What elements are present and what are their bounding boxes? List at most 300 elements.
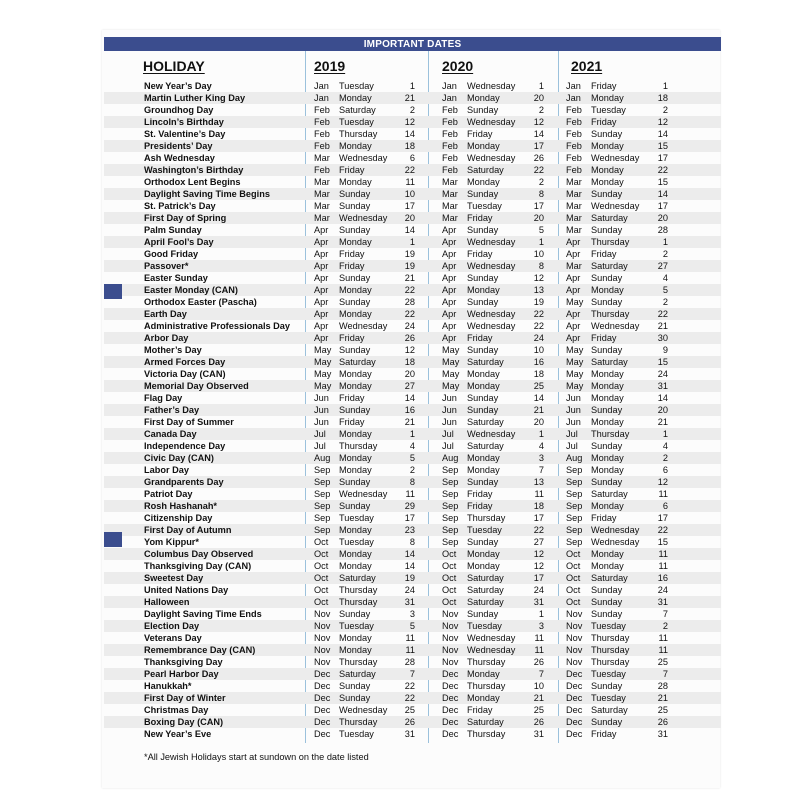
weekday-2020: Monday bbox=[467, 453, 500, 463]
weekday-2019: Saturday bbox=[339, 105, 376, 115]
day-number-2021: 11 bbox=[658, 633, 668, 643]
day-number-2019: 5 bbox=[409, 453, 415, 463]
holiday-name: Daylight Saving Time Begins bbox=[144, 189, 270, 199]
weekday-2020: Monday bbox=[467, 693, 500, 703]
weekday-2019: Sunday bbox=[339, 225, 371, 235]
month-2020: May bbox=[442, 345, 460, 355]
day-number-2020: 17 bbox=[533, 201, 544, 211]
weekday-2020: Tuesday bbox=[467, 201, 502, 211]
day-number-2021: 1 bbox=[662, 237, 668, 247]
holiday-name: Administrative Professionals Day bbox=[144, 321, 291, 331]
weekday-2019: Thursday bbox=[339, 657, 378, 667]
year-heading-2020: 2020 bbox=[442, 58, 474, 74]
weekday-2021: Monday bbox=[591, 93, 624, 103]
day-number-2021: 17 bbox=[657, 513, 668, 523]
weekday-2021: Thursday bbox=[591, 645, 630, 655]
table-row bbox=[104, 476, 721, 488]
day-number-2021: 15 bbox=[657, 537, 668, 547]
day-number-2019: 17 bbox=[404, 201, 415, 211]
weekday-2020: Thursday bbox=[467, 681, 506, 691]
day-number-2021: 15 bbox=[657, 141, 668, 151]
weekday-2021: Saturday bbox=[591, 705, 628, 715]
day-number-2021: 4 bbox=[662, 441, 668, 451]
month-2020: Feb bbox=[442, 105, 458, 115]
month-2021: May bbox=[566, 381, 584, 391]
month-2019: Dec bbox=[314, 729, 331, 739]
table-row bbox=[104, 248, 721, 260]
weekday-2021: Thursday bbox=[591, 237, 630, 247]
header-bar: IMPORTANT DATES bbox=[104, 37, 721, 51]
month-2019: Aug bbox=[314, 453, 331, 463]
month-2021: Dec bbox=[566, 693, 583, 703]
month-2020: Jul bbox=[442, 441, 454, 451]
month-2020: Feb bbox=[442, 153, 458, 163]
holiday-name: Orthodox Lent Begins bbox=[144, 177, 241, 187]
weekday-2021: Monday bbox=[591, 417, 624, 427]
weekday-2020: Wednesday bbox=[467, 117, 516, 127]
weekday-2019: Sunday bbox=[339, 201, 371, 211]
month-2020: Apr bbox=[442, 237, 457, 247]
weekday-2021: Sunday bbox=[591, 681, 623, 691]
month-2020: Oct bbox=[442, 573, 457, 583]
month-2021: Sep bbox=[566, 513, 583, 523]
weekday-2020: Sunday bbox=[467, 393, 499, 403]
table-row bbox=[104, 212, 721, 224]
holiday-name: Veterans Day bbox=[144, 633, 202, 643]
day-number-2021: 12 bbox=[657, 117, 668, 127]
month-2021: Mar bbox=[566, 201, 582, 211]
table-row bbox=[104, 536, 721, 548]
weekday-2019: Monday bbox=[339, 141, 372, 151]
month-2019: Mar bbox=[314, 213, 330, 223]
weekday-2020: Friday bbox=[467, 249, 493, 259]
month-2020: Nov bbox=[442, 621, 459, 631]
month-2019: Nov bbox=[314, 645, 331, 655]
month-2019: Sep bbox=[314, 477, 331, 487]
holiday-name: Christmas Day bbox=[144, 705, 209, 715]
day-number-2020: 1 bbox=[538, 609, 544, 619]
month-2019: Mar bbox=[314, 177, 330, 187]
weekday-2019: Saturday bbox=[339, 669, 376, 679]
month-2020: Dec bbox=[442, 681, 459, 691]
table-row bbox=[104, 620, 721, 632]
month-2020: Apr bbox=[442, 297, 457, 307]
month-2021: Feb bbox=[566, 129, 582, 139]
day-number-2020: 25 bbox=[533, 381, 544, 391]
day-number-2019: 21 bbox=[404, 417, 415, 427]
table-row bbox=[104, 716, 721, 728]
holiday-name: Washington’s Birthday bbox=[144, 165, 244, 175]
day-number-2021: 11 bbox=[658, 549, 668, 559]
day-number-2021: 12 bbox=[657, 477, 668, 487]
month-2019: Feb bbox=[314, 105, 330, 115]
weekday-2020: Wednesday bbox=[467, 645, 516, 655]
day-number-2020: 27 bbox=[533, 537, 544, 547]
weekday-2019: Monday bbox=[339, 285, 372, 295]
table-row bbox=[104, 80, 721, 92]
table-row bbox=[104, 512, 721, 524]
day-number-2019: 1 bbox=[409, 81, 415, 91]
holiday-name: St. Patrick’s Day bbox=[144, 201, 216, 211]
day-number-2020: 18 bbox=[533, 501, 544, 511]
month-2021: Jul bbox=[566, 429, 578, 439]
month-2021: Sep bbox=[566, 501, 583, 511]
weekday-2019: Wednesday bbox=[339, 153, 388, 163]
weekday-2021: Sunday bbox=[591, 345, 623, 355]
day-number-2020: 8 bbox=[538, 261, 544, 271]
day-number-2019: 14 bbox=[404, 549, 415, 559]
weekday-2020: Saturday bbox=[467, 597, 504, 607]
day-number-2019: 17 bbox=[404, 513, 415, 523]
month-2019: Jun bbox=[314, 417, 329, 427]
day-number-2020: 20 bbox=[533, 93, 544, 103]
month-2019: Apr bbox=[314, 237, 329, 247]
holiday-name: Boxing Day (CAN) bbox=[144, 717, 224, 727]
day-number-2021: 2 bbox=[662, 453, 668, 463]
day-number-2020: 3 bbox=[538, 453, 544, 463]
day-number-2021: 22 bbox=[657, 165, 668, 175]
weekday-2020: Thursday bbox=[467, 729, 506, 739]
month-2019: Jan bbox=[314, 81, 329, 91]
month-2020: Sep bbox=[442, 501, 459, 511]
weekday-2021: Monday bbox=[591, 453, 624, 463]
holiday-name: Armed Forces Day bbox=[144, 357, 226, 367]
day-number-2021: 24 bbox=[657, 369, 668, 379]
weekday-2019: Monday bbox=[339, 549, 372, 559]
month-2021: Nov bbox=[566, 633, 583, 643]
day-number-2020: 12 bbox=[533, 549, 544, 559]
month-2019: Nov bbox=[314, 621, 331, 631]
day-number-2021: 28 bbox=[657, 681, 668, 691]
day-number-2019: 14 bbox=[404, 393, 415, 403]
day-number-2019: 22 bbox=[404, 693, 415, 703]
weekday-2021: Thursday bbox=[591, 309, 630, 319]
month-2021: Oct bbox=[566, 561, 581, 571]
day-number-2019: 12 bbox=[404, 345, 415, 355]
day-number-2021: 11 bbox=[658, 489, 668, 499]
holiday-name: April Fool’s Day bbox=[144, 237, 214, 247]
month-2021: Oct bbox=[566, 585, 581, 595]
day-number-2019: 4 bbox=[409, 441, 415, 451]
holiday-name: New Year’s Eve bbox=[144, 729, 212, 739]
holiday-name: Easter Monday (CAN) bbox=[144, 285, 238, 295]
weekday-2019: Sunday bbox=[339, 609, 371, 619]
day-number-2021: 20 bbox=[657, 213, 668, 223]
holiday-name: Grandparents Day bbox=[144, 477, 224, 487]
day-number-2019: 24 bbox=[404, 321, 415, 331]
holiday-name: Orthodox Easter (Pascha) bbox=[144, 297, 257, 307]
table-row bbox=[104, 464, 721, 476]
day-number-2021: 24 bbox=[657, 585, 668, 595]
weekday-2020: Saturday bbox=[467, 573, 504, 583]
month-2020: Dec bbox=[442, 729, 459, 739]
month-2020: Dec bbox=[442, 717, 459, 727]
month-2020: Nov bbox=[442, 657, 459, 667]
day-number-2020: 13 bbox=[533, 477, 544, 487]
month-2020: Sep bbox=[442, 477, 459, 487]
weekday-2021: Sunday bbox=[591, 189, 623, 199]
weekday-2019: Monday bbox=[339, 645, 372, 655]
holiday-name: Halloween bbox=[144, 597, 190, 607]
month-2020: Feb bbox=[442, 129, 458, 139]
day-number-2020: 1 bbox=[538, 81, 544, 91]
day-number-2020: 7 bbox=[538, 465, 544, 475]
day-number-2021: 22 bbox=[657, 309, 668, 319]
month-2021: Jan bbox=[566, 93, 581, 103]
day-number-2021: 5 bbox=[662, 285, 668, 295]
month-2021: Oct bbox=[566, 549, 581, 559]
weekday-2019: Monday bbox=[339, 177, 372, 187]
weekday-2019: Sunday bbox=[339, 345, 371, 355]
weekday-2021: Monday bbox=[591, 165, 624, 175]
weekday-2019: Thursday bbox=[339, 717, 378, 727]
day-number-2021: 11 bbox=[658, 645, 668, 655]
footnote: *All Jewish Holidays start at sundown on the date listed bbox=[144, 752, 369, 762]
month-2021: Dec bbox=[566, 681, 583, 691]
day-number-2019: 19 bbox=[404, 249, 415, 259]
month-2019: Sep bbox=[314, 465, 331, 475]
weekday-2021: Monday bbox=[591, 381, 624, 391]
table-row bbox=[104, 368, 721, 380]
weekday-2021: Monday bbox=[591, 285, 624, 295]
month-2020: Sep bbox=[442, 465, 459, 475]
day-number-2019: 11 bbox=[405, 177, 415, 187]
day-number-2019: 18 bbox=[404, 357, 415, 367]
month-2019: Oct bbox=[314, 597, 329, 607]
weekday-2019: Monday bbox=[339, 93, 372, 103]
holiday-name: Independence Day bbox=[144, 441, 226, 451]
day-number-2021: 4 bbox=[662, 273, 668, 283]
day-number-2021: 6 bbox=[662, 465, 668, 475]
table-row bbox=[104, 416, 721, 428]
weekday-2021: Saturday bbox=[591, 357, 628, 367]
weekday-2020: Monday bbox=[467, 561, 500, 571]
day-number-2019: 18 bbox=[404, 141, 415, 151]
weekday-2019: Sunday bbox=[339, 189, 371, 199]
weekday-2021: Monday bbox=[591, 177, 624, 187]
weekday-2019: Friday bbox=[339, 393, 365, 403]
day-number-2021: 7 bbox=[662, 609, 668, 619]
month-2021: Dec bbox=[566, 717, 583, 727]
day-number-2021: 25 bbox=[657, 705, 668, 715]
month-2020: Sep bbox=[442, 537, 459, 547]
table-row bbox=[104, 236, 721, 248]
month-2021: Oct bbox=[566, 597, 581, 607]
month-2019: Dec bbox=[314, 693, 331, 703]
month-2021: Feb bbox=[566, 117, 582, 127]
month-2020: Apr bbox=[442, 309, 457, 319]
month-2021: Dec bbox=[566, 669, 583, 679]
table-row bbox=[104, 104, 721, 116]
month-2021: Apr bbox=[566, 237, 581, 247]
month-2021: Mar bbox=[566, 189, 582, 199]
table-row bbox=[104, 284, 721, 296]
table-row bbox=[104, 440, 721, 452]
weekday-2019: Wednesday bbox=[339, 213, 388, 223]
holiday-name: Hanukkah* bbox=[144, 681, 192, 691]
weekday-2020: Monday bbox=[467, 381, 500, 391]
day-number-2020: 11 bbox=[534, 489, 544, 499]
month-2021: Nov bbox=[566, 657, 583, 667]
holiday-name: Citizenship Day bbox=[144, 513, 213, 523]
weekday-2020: Friday bbox=[467, 333, 493, 343]
day-number-2019: 14 bbox=[404, 561, 415, 571]
table-row bbox=[104, 320, 721, 332]
day-number-2021: 31 bbox=[657, 381, 668, 391]
weekday-2019: Sunday bbox=[339, 405, 371, 415]
weekday-2021: Tuesday bbox=[591, 105, 626, 115]
month-2020: Dec bbox=[442, 705, 459, 715]
holiday-name: Flag Day bbox=[144, 393, 183, 403]
month-2019: Dec bbox=[314, 705, 331, 715]
day-number-2021: 15 bbox=[657, 357, 668, 367]
month-2020: Apr bbox=[442, 249, 457, 259]
day-number-2020: 16 bbox=[533, 357, 544, 367]
weekday-2021: Friday bbox=[591, 333, 617, 343]
month-2021: Apr bbox=[566, 273, 581, 283]
month-2020: Feb bbox=[442, 117, 458, 127]
weekday-2019: Sunday bbox=[339, 501, 371, 511]
weekday-2020: Monday bbox=[467, 285, 500, 295]
table-row bbox=[104, 200, 721, 212]
weekday-2021: Friday bbox=[591, 249, 617, 259]
weekday-2020: Saturday bbox=[467, 417, 504, 427]
month-2019: Jun bbox=[314, 405, 329, 415]
holiday-name: Mother’s Day bbox=[144, 345, 202, 355]
day-number-2020: 11 bbox=[534, 633, 544, 643]
day-number-2020: 17 bbox=[533, 573, 544, 583]
weekday-2019: Friday bbox=[339, 249, 365, 259]
holiday-name: Thanksgiving Day (CAN) bbox=[144, 561, 252, 571]
weekday-2019: Thursday bbox=[339, 129, 378, 139]
day-number-2019: 20 bbox=[404, 369, 415, 379]
day-number-2019: 29 bbox=[404, 501, 415, 511]
weekday-2019: Saturday bbox=[339, 573, 376, 583]
month-2019: Apr bbox=[314, 321, 329, 331]
month-2021: Sep bbox=[566, 537, 583, 547]
binder-tab-marker bbox=[104, 532, 122, 547]
weekday-2020: Saturday bbox=[467, 717, 504, 727]
day-number-2019: 22 bbox=[404, 309, 415, 319]
day-number-2021: 2 bbox=[662, 105, 668, 115]
weekday-2019: Tuesday bbox=[339, 621, 374, 631]
month-2021: Apr bbox=[566, 285, 581, 295]
holiday-name: Election Day bbox=[144, 621, 200, 631]
day-number-2020: 2 bbox=[538, 105, 544, 115]
weekday-2021: Friday bbox=[591, 81, 617, 91]
month-2021: Nov bbox=[566, 621, 583, 631]
weekday-2020: Friday bbox=[467, 213, 493, 223]
day-number-2020: 25 bbox=[533, 705, 544, 715]
table-row bbox=[104, 164, 721, 176]
month-2020: May bbox=[442, 381, 460, 391]
weekday-2020: Wednesday bbox=[467, 429, 516, 439]
month-2020: Dec bbox=[442, 669, 459, 679]
weekday-2021: Sunday bbox=[591, 585, 623, 595]
day-number-2019: 20 bbox=[404, 213, 415, 223]
weekday-2021: Sunday bbox=[591, 273, 623, 283]
weekday-2019: Friday bbox=[339, 165, 365, 175]
weekday-2021: Wednesday bbox=[591, 321, 640, 331]
day-number-2020: 17 bbox=[533, 141, 544, 151]
day-number-2019: 2 bbox=[409, 465, 415, 475]
month-2019: Dec bbox=[314, 717, 331, 727]
table-row bbox=[104, 272, 721, 284]
day-number-2021: 27 bbox=[657, 261, 668, 271]
month-2019: Apr bbox=[314, 261, 329, 271]
weekday-2021: Tuesday bbox=[591, 693, 626, 703]
weekday-2020: Sunday bbox=[467, 537, 499, 547]
day-number-2020: 22 bbox=[533, 321, 544, 331]
weekday-2021: Sunday bbox=[591, 609, 623, 619]
holiday-name: Martin Luther King Day bbox=[144, 93, 246, 103]
weekday-2021: Wednesday bbox=[591, 525, 640, 535]
day-number-2021: 14 bbox=[657, 189, 668, 199]
month-2020: Jul bbox=[442, 429, 454, 439]
day-number-2019: 28 bbox=[404, 657, 415, 667]
holiday-name: Victoria Day (CAN) bbox=[144, 369, 226, 379]
weekday-2019: Saturday bbox=[339, 357, 376, 367]
month-2019: Feb bbox=[314, 117, 330, 127]
weekday-2019: Friday bbox=[339, 261, 365, 271]
day-number-2020: 14 bbox=[533, 129, 544, 139]
weekday-2019: Friday bbox=[339, 417, 365, 427]
day-number-2021: 7 bbox=[662, 669, 668, 679]
month-2021: May bbox=[566, 357, 584, 367]
weekday-2019: Sunday bbox=[339, 477, 371, 487]
weekday-2021: Friday bbox=[591, 513, 617, 523]
day-number-2021: 2 bbox=[662, 249, 668, 259]
day-number-2020: 22 bbox=[533, 309, 544, 319]
holiday-name: Father’s Day bbox=[144, 405, 200, 415]
weekday-2021: Tuesday bbox=[591, 621, 626, 631]
day-number-2019: 3 bbox=[409, 609, 415, 619]
holiday-name: Thanksgiving Day bbox=[144, 657, 223, 667]
weekday-2020: Monday bbox=[467, 549, 500, 559]
day-number-2019: 26 bbox=[404, 333, 415, 343]
table-row bbox=[104, 656, 721, 668]
weekday-2019: Sunday bbox=[339, 681, 371, 691]
month-2021: Jun bbox=[566, 417, 581, 427]
month-2019: Oct bbox=[314, 585, 329, 595]
day-number-2019: 21 bbox=[404, 93, 415, 103]
day-number-2020: 2 bbox=[538, 177, 544, 187]
weekday-2021: Monday bbox=[591, 465, 624, 475]
day-number-2019: 8 bbox=[409, 477, 415, 487]
day-number-2020: 10 bbox=[533, 345, 544, 355]
day-number-2020: 12 bbox=[533, 561, 544, 571]
day-number-2020: 12 bbox=[533, 273, 544, 283]
holiday-name: Rosh Hashanah* bbox=[144, 501, 218, 511]
holiday-name: Lincoln’s Birthday bbox=[144, 117, 224, 127]
weekday-2020: Thursday bbox=[467, 657, 506, 667]
day-number-2021: 2 bbox=[662, 621, 668, 631]
table-row bbox=[104, 524, 721, 536]
month-2020: May bbox=[442, 357, 460, 367]
weekday-2019: Tuesday bbox=[339, 117, 374, 127]
holiday-name: Arbor Day bbox=[144, 333, 189, 343]
weekday-2019: Monday bbox=[339, 309, 372, 319]
holiday-name: Passover* bbox=[144, 261, 189, 271]
weekday-2019: Thursday bbox=[339, 585, 378, 595]
weekday-2019: Wednesday bbox=[339, 489, 388, 499]
month-2020: Oct bbox=[442, 549, 457, 559]
day-number-2019: 12 bbox=[404, 117, 415, 127]
day-number-2021: 22 bbox=[657, 525, 668, 535]
weekday-2021: Sunday bbox=[591, 441, 623, 451]
holiday-name: Sweetest Day bbox=[144, 573, 204, 583]
weekday-2019: Tuesday bbox=[339, 537, 374, 547]
